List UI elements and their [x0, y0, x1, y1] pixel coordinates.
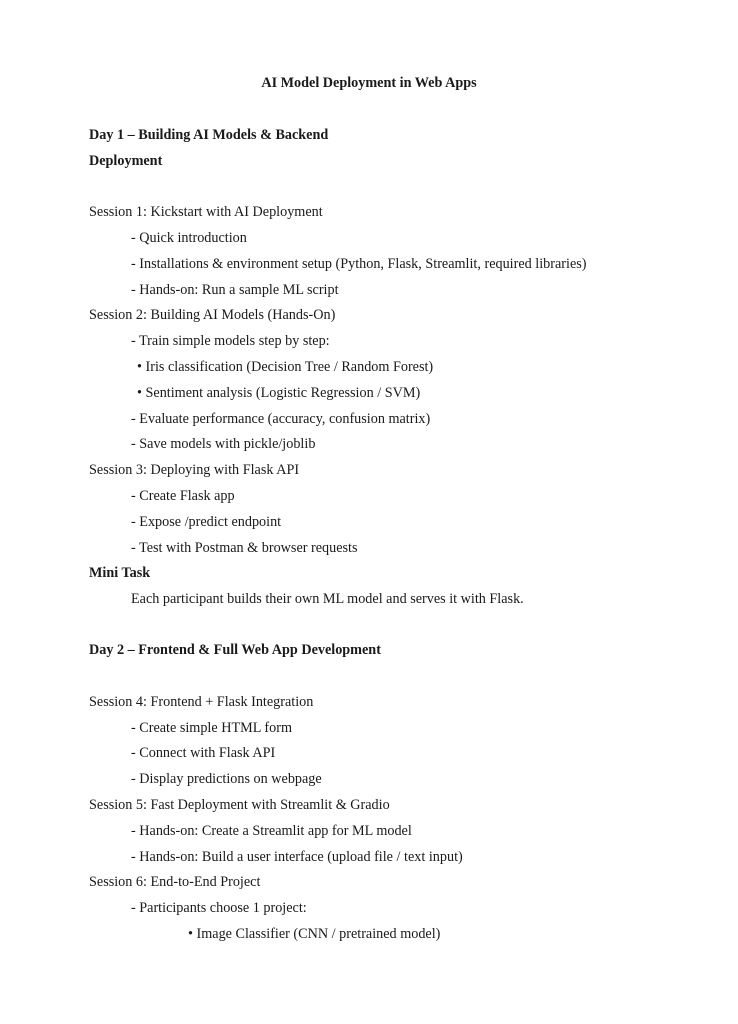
session-5-item: - Hands-on: Build a user interface (upload file / text input)	[131, 849, 463, 865]
session-2-item: - Save models with pickle/joblib	[131, 436, 316, 452]
session-1-item: - Installations & environment setup (Python, Flask, Streamlit, required libraries)	[131, 256, 587, 272]
session-4-item: - Display predictions on webpage	[131, 771, 322, 787]
session-6-item: - Participants choose 1 project:	[131, 900, 307, 916]
session-2-bullet: • Iris classification (Decision Tree / Random Forest)	[137, 359, 434, 375]
session-3-item: - Create Flask app	[131, 488, 235, 504]
session-5-item: - Hands-on: Create a Streamlit app for ML model	[131, 823, 412, 839]
session-4-label: Session 4: Frontend + Flask Integration	[89, 694, 314, 710]
session-1-item: - Hands-on: Run a sample ML script	[131, 282, 339, 298]
session-3-item: - Expose /predict endpoint	[131, 514, 282, 530]
session-4-item: - Connect with Flask API	[131, 745, 276, 761]
document-title: AI Model Deployment in Web Apps	[261, 75, 477, 91]
day2-heading: Day 2 – Frontend & Full Web App Development	[89, 642, 381, 658]
day1-heading-continued: Deployment	[89, 153, 163, 169]
mini-task-heading: Mini Task	[89, 565, 151, 581]
session-6-bullet: • Image Classifier (CNN / pretrained model)	[188, 926, 441, 942]
session-5-label: Session 5: Fast Deployment with Streamlit & Gradio	[89, 797, 390, 813]
session-3-label: Session 3: Deploying with Flask API	[89, 462, 300, 478]
session-6-label: Session 6: End-to-End Project	[89, 874, 261, 890]
session-4-item: - Create simple HTML form	[131, 720, 293, 736]
session-2-bullet: • Sentiment analysis (Logistic Regression / SVM)	[137, 385, 421, 401]
mini-task-text: Each participant builds their own ML model and serves it with Flask.	[131, 591, 524, 607]
session-2-item: - Evaluate performance (accuracy, confusion matrix)	[131, 411, 431, 427]
session-2-label: Session 2: Building AI Models (Hands-On)	[89, 307, 336, 323]
day1-heading: Day 1 – Building AI Models & Backend	[89, 127, 329, 143]
session-2-item: - Train simple models step by step:	[131, 333, 330, 349]
session-1-label: Session 1: Kickstart with AI Deployment	[89, 204, 323, 220]
session-1-item: - Quick introduction	[131, 230, 247, 246]
session-3-item: - Test with Postman & browser requests	[131, 540, 358, 556]
